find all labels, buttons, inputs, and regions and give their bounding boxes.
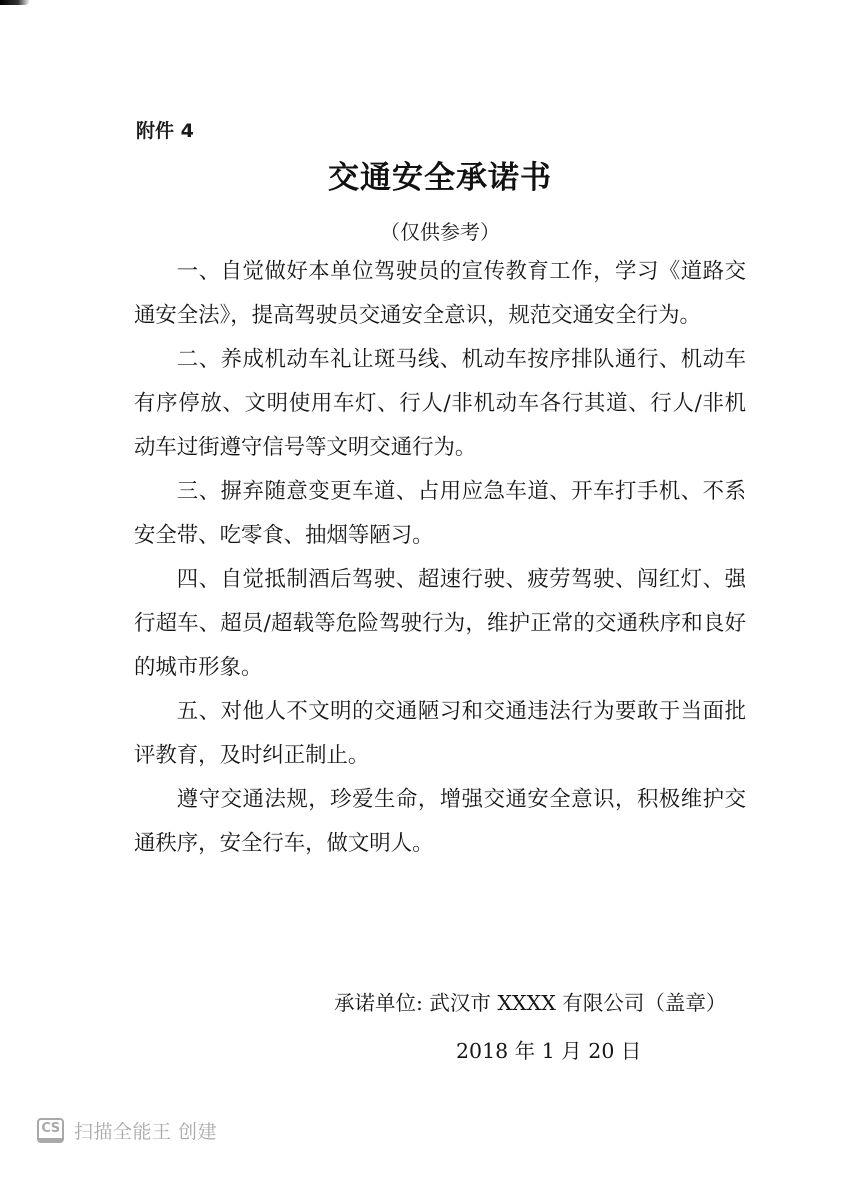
paragraph-3: 三、摒弃随意变更车道、占用应急车道、开车打手机、不系安全带、吃零食、抽烟等陋习。 <box>134 479 746 548</box>
signature-line: 承诺单位: 武汉市 XXXX 有限公司（盖章） <box>334 991 727 1015</box>
paragraph-2: 二、养成机动车礼让斑马线、机动车按序排队通行、机动车有序停放、文明使用车灯、行人/非机动车各行其道、行人/非机动车过街遵守信号等文明交通行为。 <box>134 347 746 460</box>
paragraph-4: 四、自觉抵制酒后驾驶、超速行驶、疲劳驾驶、闯红灯、强行超车、超员/超载等危险驾驶行为，维护正常的交通秩序和良好的城市形象。 <box>134 567 746 680</box>
closing-paragraph: 遵守交通法规，珍爱生命，增强交通安全意识，积极维护交通秩序，安全行车，做文明人。 <box>134 787 746 856</box>
paragraph-1: 一、自觉做好本单位驾驶员的宣传教育工作，学习《道路交通安全法》，提高驾驶员交通安全意识，规范交通安全行为。 <box>134 259 746 328</box>
scanner-watermark <box>37 1117 217 1144</box>
document-title: 交通安全承诺书 <box>328 160 552 196</box>
scan-edge-artifact <box>0 0 30 5</box>
paragraph-5: 五、对他人不文明的交通陋习和交通违法行为要敢于当面批评教育，及时纠正制止。 <box>134 699 746 768</box>
document-body <box>134 250 746 866</box>
document-subtitle: （仅供参考） <box>380 220 500 244</box>
signature-date: 2018 年 1 月 20 日 <box>456 1039 642 1063</box>
attachment-label: 附件 4 <box>136 120 194 142</box>
watermark-text: 扫描全能王 创建 <box>74 1121 218 1143</box>
camscanner-logo-icon: CS <box>37 1118 64 1143</box>
